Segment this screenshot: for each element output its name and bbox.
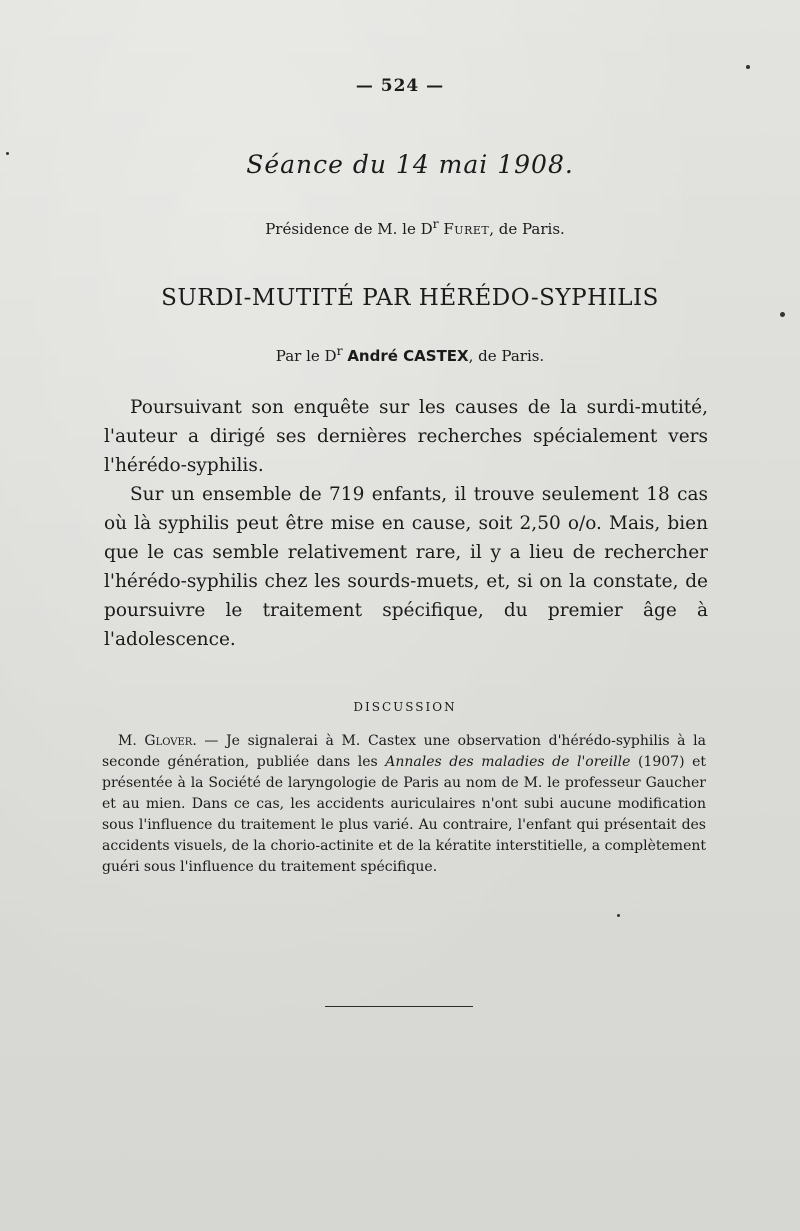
author-sup: r — [336, 343, 343, 358]
scan-speck — [6, 152, 9, 155]
discussion-body — [102, 731, 706, 878]
presidency-suffix: , de Paris. — [489, 220, 565, 238]
scan-speck — [617, 914, 620, 917]
abstract-paragraph-2: Sur un ensemble de 719 enfants, il trouve seulement 18 cas où là syphilis peut être mise en cause, soit 2,50 o/o. Mais, bien que le cas semble relativement rare, il y a lieu de rechercher l'hérédo-syphilis chez les sourds-muets, et, si on la constate, de poursuivre le traitement spécifique, du premier âge à l'adolescence. — [104, 484, 708, 650]
discussion-text-2: (1907) et présentée à la Société de laryngologie de Paris au nom de M. le professeur Gaucher et au mien. Dans ce cas, les accidents auriculaires n'ont subi aucune modification sous l'influence du traitement le plus varié. Au contraire, l'enfant qui présentait des accidents visuels, de la chorio-actinite et de la kératite interstitielle, a complètement guéri sous l'influence du traitement spécifique. — [102, 754, 706, 875]
presidency-prefix: Présidence de M. le D — [265, 220, 433, 238]
discussion-speaker: M. Glover. — [118, 733, 197, 749]
discussion-text-1: — Je signalerai à M. Castex une observation d'hérédo-syphilis à la seconde génération, publiée dans les — [102, 733, 706, 770]
article-title: SURDI-MUTITÉ PAR HÉRÉDO-SYPHILIS — [161, 285, 659, 311]
author-prefix: Par le D — [275, 347, 337, 365]
discussion-journal: Annales des maladies de l'oreille — [385, 754, 631, 770]
abstract-paragraph-1: Poursuivant son enquête sur les causes de la surdi-mutité, l'auteur a dirigé ses dernières recherches spécialement vers l'hérédo-syphilis. — [104, 397, 708, 476]
end-rule — [325, 1006, 473, 1007]
author-name: André CASTEX — [347, 347, 469, 365]
presidency-line — [0, 216, 800, 238]
discussion-heading: DISCUSSION — [353, 700, 457, 714]
abstract — [104, 393, 708, 654]
presidency-sup: r — [432, 216, 439, 231]
scan-speck — [746, 65, 750, 69]
author-suffix: , de Paris. — [468, 347, 545, 365]
author-line — [0, 343, 800, 365]
session-heading: Séance du 14 mai 1908. — [246, 150, 574, 179]
presidency-name: Furet — [443, 220, 490, 238]
scan-speck — [780, 312, 785, 317]
page-number: — 524 — — [355, 76, 445, 96]
discussion-paragraph — [102, 731, 706, 878]
